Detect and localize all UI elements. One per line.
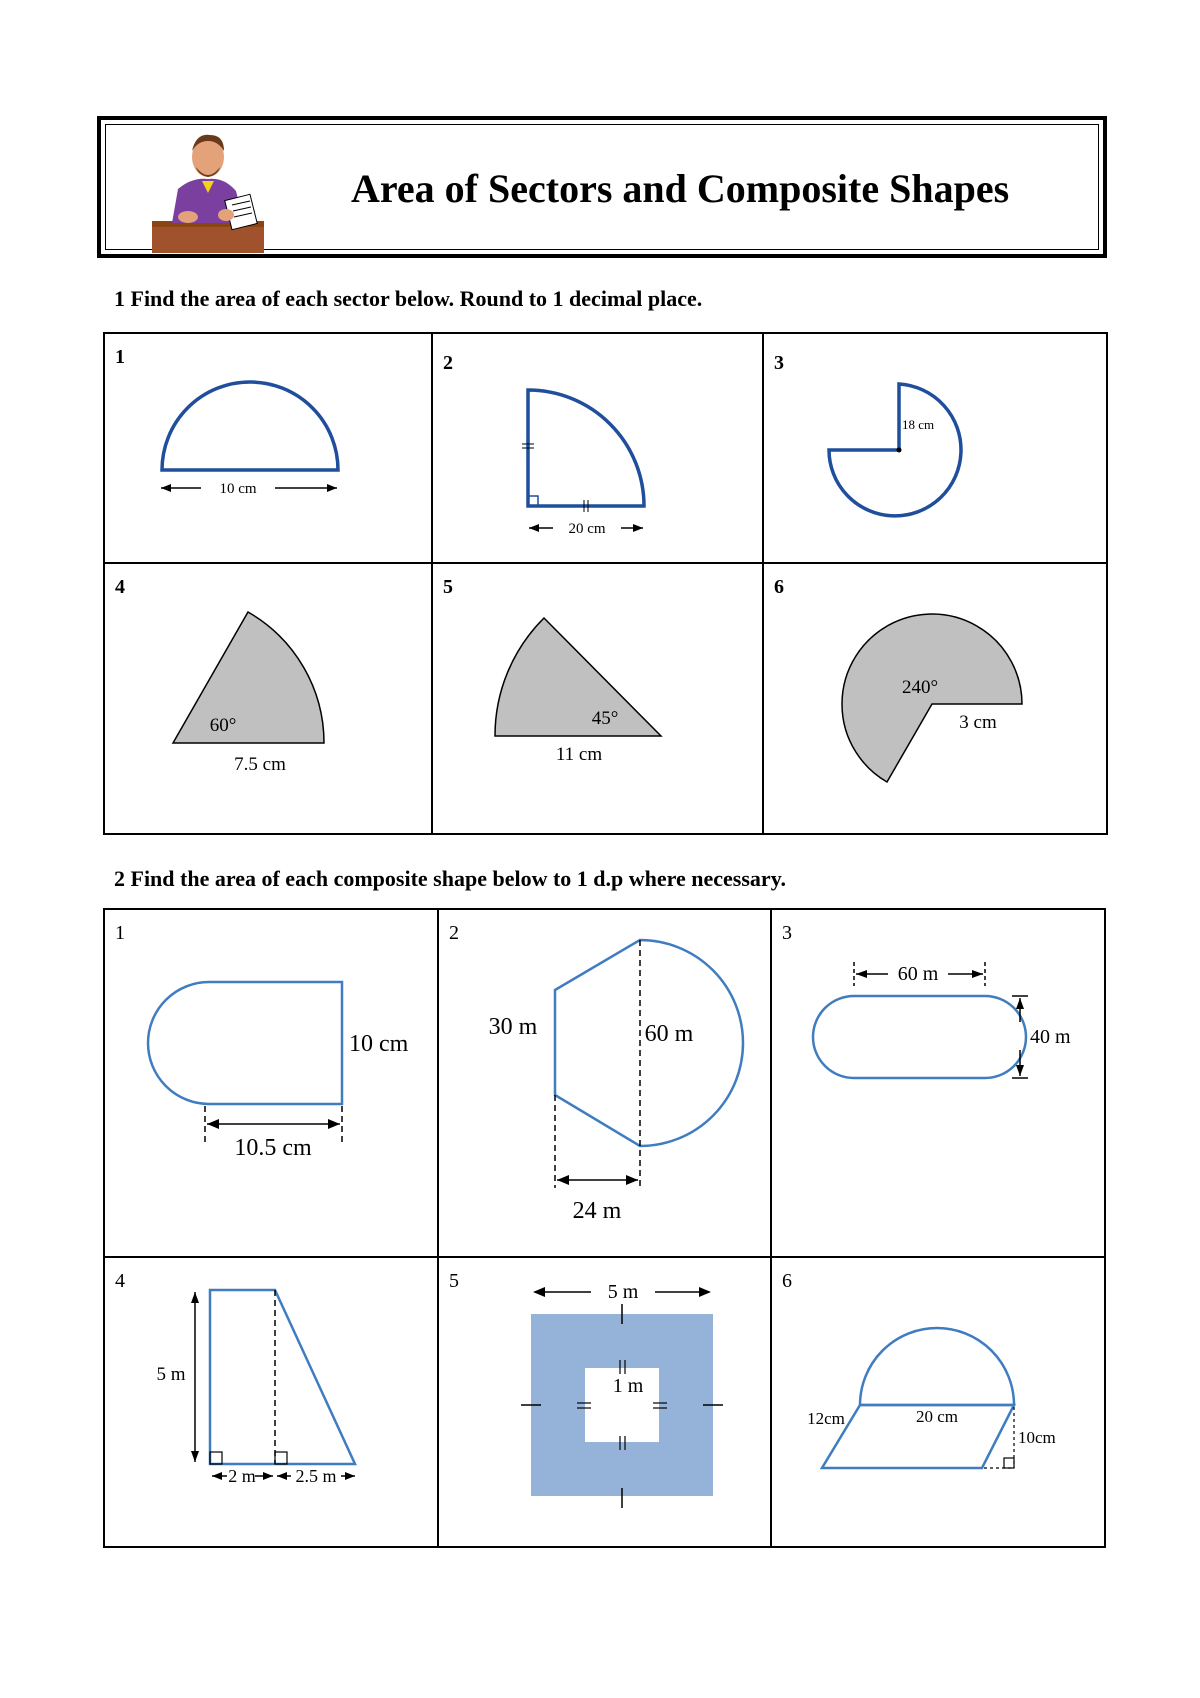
angle-label: 45° [591,708,619,729]
dimension-label: 60 m [644,1021,694,1047]
stadium-diagram [772,910,1104,1258]
teacher-illustration [152,129,270,253]
three-quarter-circle-diagram [764,334,1106,564]
quarter-circle-diagram [433,334,762,564]
dimension-label: 11 cm [555,744,603,765]
rectangle-semicircle-diagram [105,910,437,1258]
page-title: Area of Sectors and Composite Shapes [351,166,1010,211]
cell-number: 1 [115,922,125,944]
cell-number: 2 [449,922,459,944]
sector-cell-5 [432,563,763,834]
dimension-label: 24 m [572,1198,622,1224]
dimension-label: 5 m [156,1364,186,1385]
trapezium-semicircle-diagram [439,910,770,1258]
composite-cell-5 [438,1257,771,1547]
cell-number: 4 [115,576,125,598]
dimension-label: 18 cm [902,417,935,432]
dimension-label: 3 cm [959,712,997,733]
sector-cell-3 [763,333,1107,563]
cell-number: 3 [782,922,792,944]
dimension-label: 2 m [228,1466,256,1486]
composite-grid [103,908,1106,1548]
dimension-label: 20 cm [568,521,606,537]
dimension-label: 5 m [607,1281,639,1303]
dimension-label: 20 cm [915,1407,959,1426]
square-with-hole-diagram [439,1258,770,1548]
dimension-label: 1 m [612,1375,644,1397]
sector-cell-2 [432,333,763,563]
sector-240-diagram [764,564,1106,835]
header-inner-border [105,124,1099,250]
composite-cell-6 [771,1257,1105,1547]
dimension-label: 10 cm [349,1031,409,1057]
section1-instruction: 1 Find the area of each sector below. Round to 1 decimal place. [114,286,703,311]
parallelogram-semicircle-diagram [772,1258,1104,1548]
cell-number: 4 [115,1270,125,1292]
dimension-label: 30 m [488,1014,538,1040]
dimension-label: 40 m [1030,1026,1071,1048]
sector-cell-6 [763,563,1107,834]
sector-45-diagram [433,564,762,835]
composite-cell-4 [104,1257,438,1547]
cell-number: 2 [443,352,453,374]
sector-cell-1 [104,333,432,563]
composite-cell-2 [438,909,771,1257]
cell-number: 6 [774,576,784,598]
section2-instruction: 2 Find the area of each composite shape below to 1 d.p where necessary. [114,866,786,891]
sector-cell-4 [104,563,432,834]
dimension-label: 12cm [807,1409,845,1428]
semicircle-diagram [105,334,431,564]
dimension-label: 10.5 cm [234,1135,312,1161]
sector-60-diagram [105,564,431,835]
trapezium-right-diagram [105,1258,437,1548]
angle-label: 240° [901,677,939,698]
angle-label: 60° [209,715,237,736]
composite-cell-3 [771,909,1105,1257]
sector-grid [103,332,1108,835]
dimension-label: 10 cm [219,481,257,497]
composite-cell-1 [104,909,438,1257]
cell-number: 6 [782,1270,792,1292]
cell-number: 5 [449,1270,459,1292]
dimension-label: 60 m [897,963,939,985]
dimension-label: 10cm [1018,1428,1056,1447]
header-box [97,116,1107,258]
cell-number: 5 [443,576,453,598]
dimension-label: 2.5 m [295,1466,337,1486]
cell-number: 3 [774,352,784,374]
cell-number: 1 [115,346,125,368]
dimension-label: 7.5 cm [234,754,286,775]
